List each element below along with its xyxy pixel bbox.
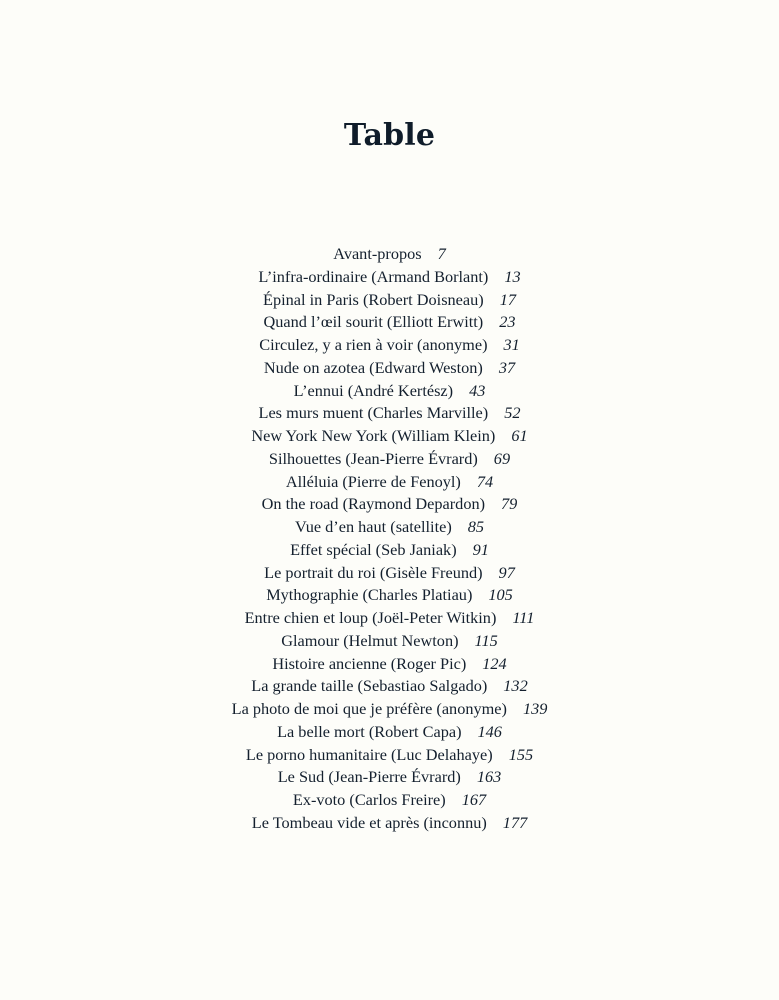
toc-entry-title: Nude on azotea (Edward Weston) [263,357,483,377]
toc-entry [0,471,779,494]
toc-entry [0,516,779,539]
toc-entry [0,266,779,289]
toc-entry-title: Le Sud (Jean-Pierre Évrard) [277,767,461,787]
toc-entry [0,721,779,744]
toc-entry [0,493,779,516]
toc-entry-page-number: 79 [501,494,518,514]
toc-entry-page-number: 167 [461,790,487,809]
toc-entry-title: Le Tombeau vide et après (inconnu) [251,812,487,832]
toc-entry [0,380,779,403]
toc-entry-title: Le portrait du roi (Gisèle Freund) [264,562,483,582]
toc-entry [0,584,779,607]
toc-entry [0,334,779,357]
toc-entry-title: Vue d’en haut (satellite) [294,517,452,536]
toc-entry-page-number: 74 [476,471,494,491]
toc-entry-page-number: 85 [467,517,485,536]
toc-entry [0,311,779,334]
toc-entry-title: L’ennui (André Kertész) [293,380,454,400]
toc-entry-page-number: 132 [503,676,528,696]
toc-entry-title: On the road (Raymond Depardon) [261,494,486,514]
toc-entry-title: Histoire ancienne (Roger Pic) [272,653,467,673]
toc-entry [0,357,779,380]
toc-entry-page-number: 17 [499,289,516,309]
toc-entry [0,562,779,585]
toc-entry [0,744,779,767]
toc-entry-title: Quand l’œil sourit (Elliott Erwitt) [263,312,484,332]
toc-entry [0,607,779,630]
toc-entry-title: Le porno humanitaire (Luc Delahaye) [245,744,493,764]
toc-entry [0,766,779,789]
toc-entry-title: New York New York (William Klein) [251,426,496,445]
toc-entry-page-number: 97 [498,562,515,582]
toc-entry-page-number: 37 [498,357,516,377]
toc-entry-title: La photo de moi que je préfère (anonyme) [231,699,507,718]
toc-entry-title: Entre chien et loup (Joël-Peter Witkin) [244,608,497,627]
toc-entry-title: Mythographie (Charles Platiau) [266,585,473,605]
toc-entry [0,425,779,448]
toc-entry-page-number: 91 [472,539,489,559]
toc-entry-title: La belle mort (Robert Capa) [277,721,462,741]
toc-entry-page-number: 31 [503,335,520,354]
toc-entry-page-number: 52 [504,403,521,423]
toc-entry-page-number: 105 [488,585,513,605]
table-of-contents [0,243,779,835]
toc-entry [0,675,779,698]
toc-entry [0,402,779,425]
toc-entry-title: Glamour (Helmut Newton) [281,630,459,650]
page-title: Table [343,118,436,153]
toc-entry [0,812,779,835]
toc-entry [0,243,779,266]
toc-entry-page-number: 177 [502,812,528,832]
toc-entry-page-number: 115 [474,630,498,650]
toc-entry [0,653,779,676]
toc-entry-page-number: 23 [499,312,516,332]
toc-entry-title: Circulez, y a rien à voir (anonyme) [259,335,488,354]
toc-entry-page-number: 13 [504,266,521,286]
toc-entry-title: Alléluia (Pierre de Fenoyl) [285,471,461,491]
toc-entry-title: Effet spécial (Seb Janiak) [290,539,457,559]
toc-entry-page-number: 7 [437,244,446,263]
toc-entry-title: Les murs muent (Charles Marville) [258,403,489,423]
toc-entry-page-number: 43 [469,380,486,400]
toc-entry-page-number: 124 [482,653,507,673]
toc-entry-title: Ex-voto (Carlos Freire) [292,790,446,809]
toc-entry [0,789,779,812]
toc-entry-title: La grande taille (Sebastiao Salgado) [251,676,488,696]
toc-entry-page-number: 163 [476,767,502,787]
toc-entry-page-number: 146 [477,721,502,741]
toc-entry [0,448,779,471]
toc-entry-page-number: 61 [511,426,528,445]
toc-entry-title: L’infra-ordinaire (Armand Borlant) [258,266,489,286]
toc-entry [0,698,779,721]
toc-entry-page-number: 155 [508,744,534,764]
toc-entry [0,539,779,562]
toc-entry-page-number: 69 [493,448,511,468]
toc-entry [0,289,779,312]
toc-entry-page-number: 139 [522,699,548,718]
toc-entry-title: Épinal in Paris (Robert Doisneau) [263,289,484,309]
toc-entry-title: Avant-propos [333,244,422,263]
toc-entry-title: Silhouettes (Jean-Pierre Évrard) [268,448,478,468]
toc-entry [0,630,779,653]
toc-entry-page-number: 111 [512,608,535,627]
